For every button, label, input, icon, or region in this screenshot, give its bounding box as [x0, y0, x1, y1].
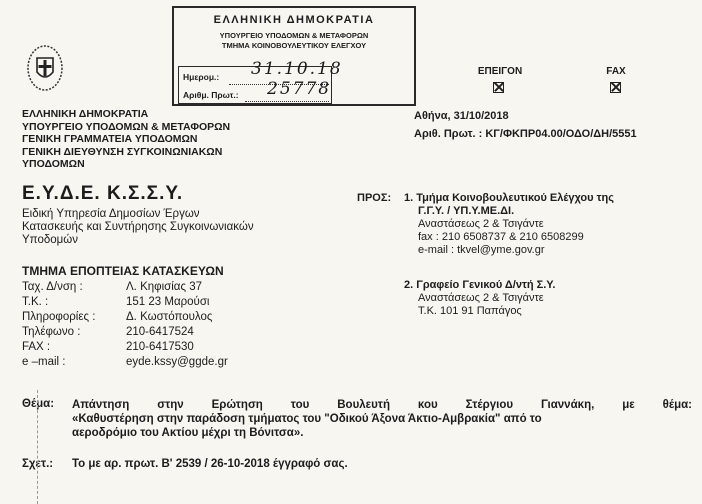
sender-line: ΥΠΟΥΡΓΕΙΟ ΥΠΟΔΟΜΩΝ & ΜΕΤΑΦΟΡΩΝ — [22, 120, 231, 133]
sender-line: ΓΕΝΙΚΗ ΓΡΑΜΜΑΤΕΙΑ ΥΠΟΔΟΜΩΝ — [22, 133, 198, 145]
subject-line: «Καθυστέρηση στην παράδοση τμήματος του "Οδικού Άξονα Άκτιο-Αμβρακία" από το — [72, 413, 542, 425]
contact-value: 151 23 Μαρούσι — [126, 296, 210, 308]
contact-value: Λ. Κηφισίας 37 — [126, 281, 202, 293]
unit-description — [22, 208, 254, 247]
contact-label: Πληροφορίες : — [22, 311, 96, 323]
stamp-protocol-label: Αριθμ. Πρωτ.: — [183, 90, 239, 100]
contact-value: Δ. Κωστόπουλος — [126, 311, 213, 323]
recipient-2-address: Αναστάσεως 2 & Τσιγάντε — [418, 292, 544, 304]
reference-text: Το με αρ. πρωτ. Β' 2539 / 26-10-2018 έγγραφό σας. — [72, 458, 348, 470]
incoming-stamp — [172, 6, 416, 106]
sender-line: ΓΕΝΙΚΗ ΔΙΕΥΘΥΝΣΗ ΣΥΓΚΟΙΝΩΝΙΑΚΩΝ — [22, 145, 223, 158]
stamp-department: ΤΜΗΜΑ ΚΟΙΝΟΒΟΥΛΕΥΤΙΚΟΥ ΕΛΕΓΧΟΥ — [221, 41, 367, 50]
contact-value: 210-6417524 — [126, 326, 194, 338]
stamp-date-label: Ημερομ.: — [183, 72, 220, 82]
fax-label: FAX — [606, 66, 626, 77]
recipient-1-name: 1. Τμήμα Κοινοβουλευτικού Ελέγχου της — [404, 192, 614, 204]
sender-line: ΥΠΟΔΟΜΩΝ — [22, 158, 85, 170]
contact-value: eyde.kssy@ggde.gr — [126, 356, 228, 368]
subject-label: Θέμα: — [22, 398, 55, 410]
unit-desc-line: Υποδομών — [22, 234, 78, 246]
reference-label: Σχετ.: — [22, 458, 54, 470]
protocol-number: Αριθ. Πρωτ. : ΚΓ/ΦΚΠΡ04.00/ΟΔΟ/ΔΗ/5551 — [414, 128, 637, 140]
urgent-checkbox — [493, 82, 504, 93]
recipients-label: ΠΡΟΣ: — [357, 192, 392, 204]
recipient-1 — [404, 192, 614, 257]
contact-label: e –mail : — [22, 356, 66, 368]
sender-header — [22, 108, 230, 171]
recipient-1-name-cont: Γ.Γ.Υ. / ΥΠ.Υ.ΜΕ.ΔΙ. — [418, 205, 515, 217]
stamp-fields — [178, 59, 343, 104]
margin-fold-line — [37, 390, 38, 504]
place-date: Αθήνα, 31/10/2018 — [414, 110, 509, 122]
subject-text — [72, 398, 692, 440]
contact-label: Τ.Κ. : — [22, 296, 49, 308]
subject-line: αεροδρόμιο του Ακτίου μέχρι τη Βόνιτσα». — [72, 427, 304, 439]
sender-line: ΕΛΛΗΝΙΚΗ ΔΗΜΟΚΡΑΤΙΑ — [22, 108, 149, 120]
contact-value: 210-6417530 — [126, 341, 194, 353]
subject-line: Απάντηση στην Ερώτηση του Βουλευτή κου Στέργιου Γιαννάκη, με θέμα: — [72, 399, 692, 411]
fax-checkbox — [610, 82, 621, 93]
recipient-1-fax: fax : 210 6508737 & 210 6508299 — [418, 231, 584, 243]
stamp-title: ΕΛΛΗΝΙΚΗ ΔΗΜΟΚΡΑΤΙΑ — [213, 14, 375, 26]
recipient-1-address: Αναστάσεως 2 & Τσιγάντε — [418, 218, 544, 230]
contact-label: Ταχ. Δ/νση : — [22, 281, 83, 293]
recipient-2-postcode: Τ.Κ. 101 91 Παπάγος — [418, 305, 522, 317]
stamp-protocol-handwritten: 25778 — [267, 79, 332, 99]
contact-label: FAX : — [22, 341, 51, 353]
recipient-1-email: e-mail : tkvel@yme.gov.gr — [418, 244, 545, 256]
greek-coat-of-arms-icon — [26, 44, 64, 92]
contact-label: Τηλέφωνο : — [22, 326, 81, 338]
stamp-ministry: ΥΠΟΥΡΓΕΙΟ ΥΠΟΔΟΜΩΝ & ΜΕΤΑΦΟΡΩΝ — [219, 31, 369, 40]
unit-desc-line: Κατασκευής και Συντήρησης Συγκοινωνιακών — [22, 221, 254, 233]
recipient-2 — [404, 279, 555, 318]
unit-acronym: Ε.Υ.Δ.Ε. Κ.Σ.Σ.Υ. — [22, 183, 184, 204]
urgent-label: ΕΠΕΙΓΟΝ — [477, 66, 523, 77]
unit-desc-line: Ειδική Υπηρεσία Δημοσίων Έργων — [22, 208, 200, 220]
department-name: ΤΜΗΜΑ ΕΠΟΠΤΕΙΑΣ ΚΑΤΑΣΚΕΥΩΝ — [22, 264, 224, 278]
stamp-date-handwritten: 31.10.18 — [251, 59, 343, 79]
recipient-2-name: 2. Γραφείο Γενικού Δ/ντή Σ.Υ. — [404, 279, 556, 291]
